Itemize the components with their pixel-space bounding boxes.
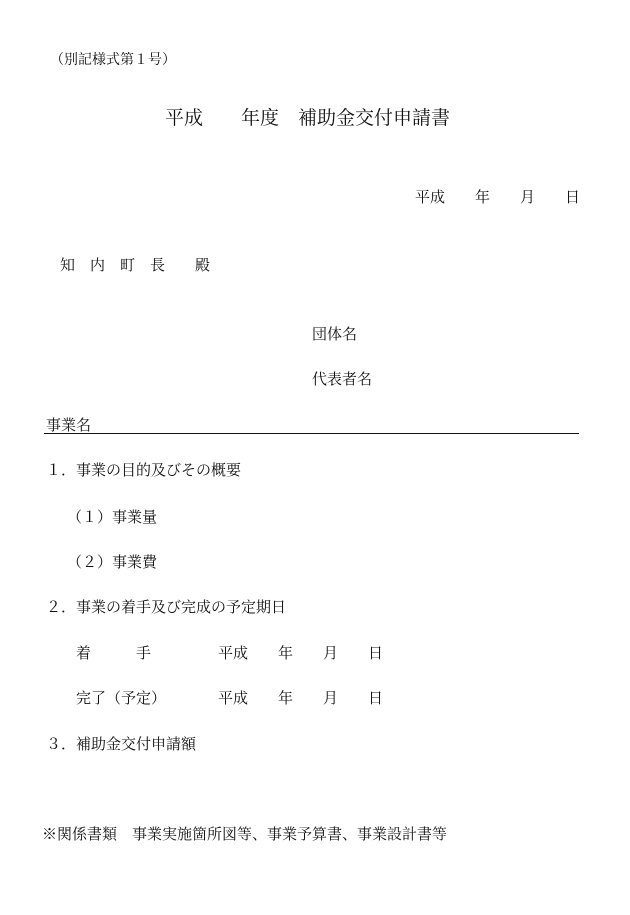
section-3-heading: ３．補助金交付申請額 <box>46 735 197 753</box>
section-1-1-quantity: （１）事業量 <box>67 508 158 526</box>
related-documents-note: ※関係書類 事業実施箇所図等、事業予算書、事業設計書等 <box>42 825 448 843</box>
application-date: 平成 年 月 日 <box>415 188 581 206</box>
representative-label: 代表者名 <box>312 370 373 388</box>
start-label: 着 手 <box>76 644 152 662</box>
section-1-heading: １．事業の目的及びその概要 <box>46 461 242 479</box>
project-name-underline <box>44 433 579 434</box>
addressee: 知 内 町 長 殿 <box>60 256 211 274</box>
section-1-2-cost: （２）事業費 <box>67 553 158 571</box>
section-2-heading: ２．事業の着手及び完成の予定期日 <box>46 598 287 616</box>
start-date: 平成 年 月 日 <box>218 644 384 662</box>
project-name-label: 事業名 <box>46 416 92 434</box>
form-number: （別記様式第１号） <box>50 52 176 68</box>
completion-label: 完了（予定） <box>76 689 167 707</box>
organization-label: 団体名 <box>312 325 358 343</box>
completion-date: 平成 年 月 日 <box>218 689 384 707</box>
document-title: 平成 年度 補助金交付申請書 <box>165 107 451 129</box>
